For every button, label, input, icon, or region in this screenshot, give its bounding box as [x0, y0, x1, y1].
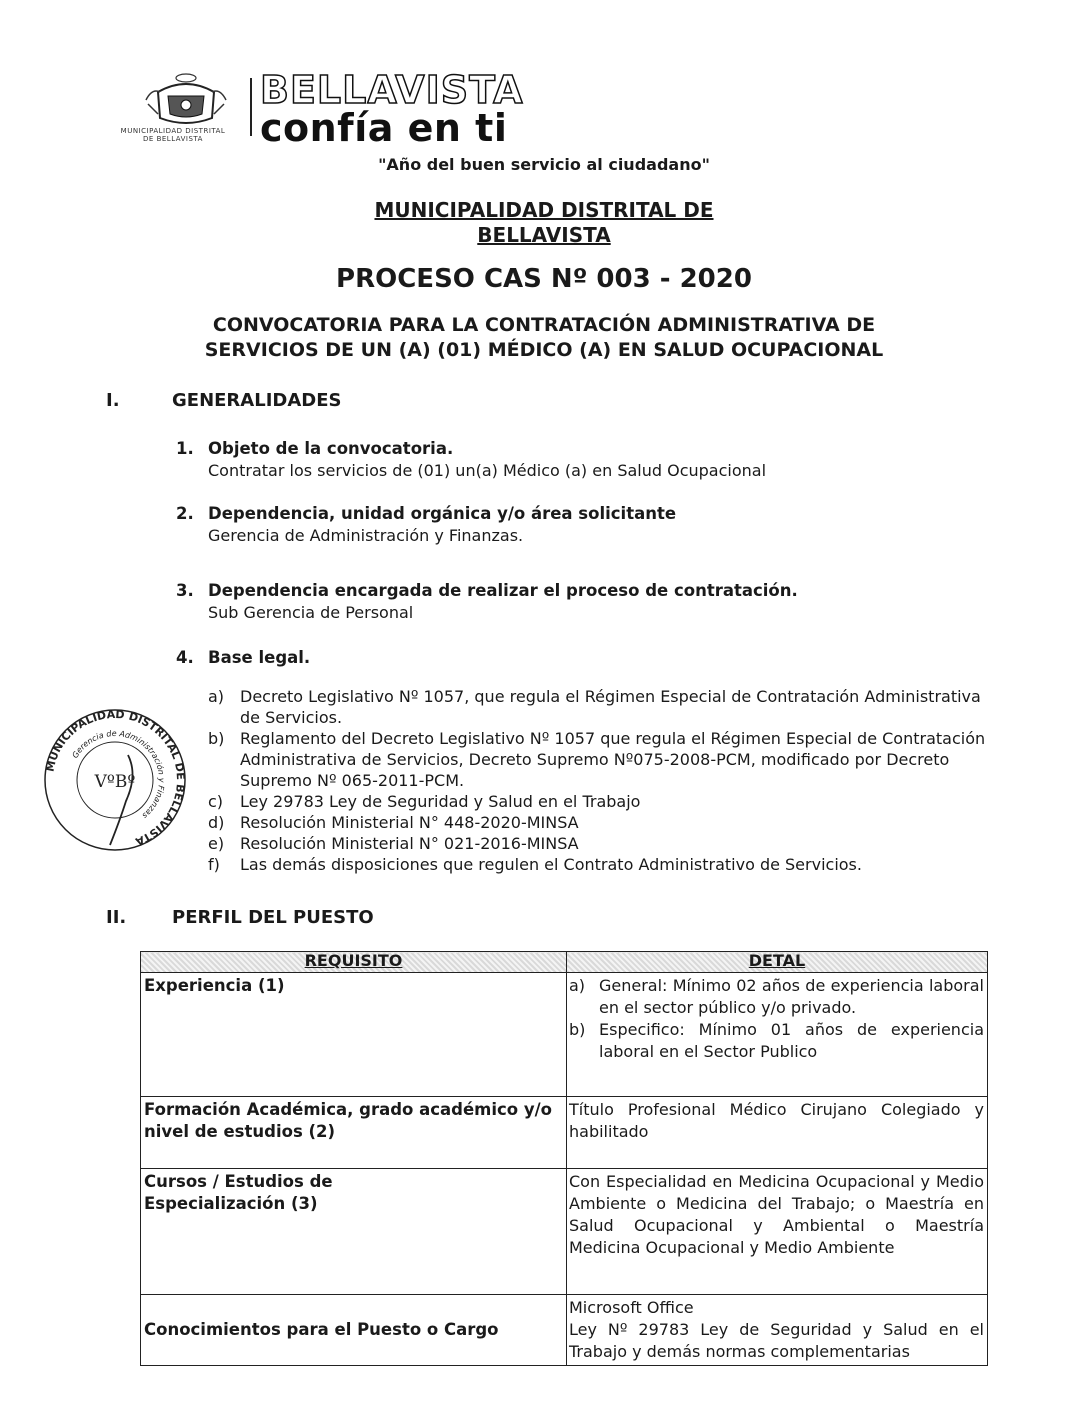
section-number: I. [106, 390, 120, 411]
requirement-cell: Conocimientos para el Puesto o Cargo [141, 1295, 567, 1366]
detail-cell: Título Profesional Médico Cirujano Colegiado y habilitado [567, 1097, 988, 1169]
detail-line: Ley Nº 29783 Ley de Seguridad y Salud en el Trabajo y demás normas complementarias [569, 1320, 984, 1361]
legal-letter: d) [208, 813, 225, 832]
crest-caption-line: MUNICIPALIDAD DISTRITAL [120, 127, 226, 135]
table-row [141, 1097, 988, 1169]
legal-item [208, 728, 988, 791]
column-header-label: DETAL [748, 951, 806, 970]
legal-item [208, 833, 988, 854]
detail-subitem [569, 975, 984, 1019]
table-row [141, 1169, 988, 1295]
stamp-seal-icon [40, 705, 190, 855]
table-row [141, 1295, 988, 1366]
item-text: Contratar los servicios de (01) un(a) Médico (a) en Salud Ocupacional [208, 461, 767, 480]
requirement-line: Cursos / Estudios de [144, 1172, 333, 1191]
detail-line: Microsoft Office [569, 1298, 694, 1317]
legal-letter: a) [208, 687, 225, 706]
detail-subitem [569, 1019, 984, 1063]
detail-letter: b) [569, 1020, 586, 1039]
legal-text: Las demás disposiciones que regulen el Contrato Administrativo de Servicios. [240, 855, 862, 874]
column-header [141, 952, 567, 973]
requirement-line: Especialización (3) [144, 1194, 318, 1213]
section-title: GENERALIDADES [172, 390, 342, 411]
table-row [141, 973, 988, 1097]
table-header-row [141, 952, 988, 973]
process-title: PROCESO CAS Nº 003 - 2020 [336, 264, 752, 294]
legal-letter: b) [208, 729, 225, 748]
legal-letter: f) [208, 855, 220, 874]
legal-item [208, 812, 988, 833]
legal-text: Resolución Ministerial N° 448-2020-MINSA [240, 813, 579, 832]
legal-basis-list [208, 686, 988, 875]
brand-logo [260, 68, 524, 150]
entity-name-line: BELLAVISTA [477, 223, 611, 247]
detail-letter: a) [569, 976, 586, 995]
legal-letter: c) [208, 792, 224, 811]
stamp-outer-text: MUNICIPALIDAD DISTRITAL DE BELLAVISTA [43, 707, 188, 849]
legal-item [208, 791, 988, 812]
signature-mark [110, 755, 133, 845]
section-title: PERFIL DEL PUESTO [172, 907, 374, 928]
requirement-cell: Experiencia (1) [141, 973, 567, 1097]
section-number: II. [106, 907, 127, 928]
item-text: Sub Gerencia de Personal [208, 603, 414, 622]
detail-text: Especifico: Mínimo 01 años de experiencia laboral en el Sector Publico [599, 1020, 984, 1061]
crest-caption-line: DE BELLAVISTA [143, 135, 203, 143]
item-number: 4. [176, 648, 194, 667]
item-number: 3. [176, 581, 194, 600]
detail-cell [567, 973, 988, 1097]
item-heading: Dependencia encargada de realizar el proceso de contratación. [208, 581, 798, 600]
legal-letter: e) [208, 834, 225, 853]
requirement-cell: Formación Académica, grado académico y/o nivel de estudios (2) [141, 1097, 567, 1169]
call-title-line: SERVICIOS DE UN (A) (01) MÉDICO (A) EN SALUD OCUPACIONAL [204, 339, 884, 361]
item-number: 1. [176, 439, 194, 458]
profile-table [140, 951, 988, 1366]
approval-stamp [40, 705, 190, 855]
requirement-cell [141, 1169, 567, 1295]
brand-name: BELLAVISTA [260, 68, 524, 112]
list-item [176, 647, 976, 669]
detail-text: General: Mínimo 02 años de experiencia laboral en el sector público y/o privado. [599, 976, 984, 1017]
item-heading: Dependencia, unidad orgánica y/o área solicitante [208, 504, 677, 523]
legal-text: Decreto Legislativo Nº 1057, que regula el Régimen Especial de Contratación Administrativa de Servicios. [240, 687, 981, 727]
call-title [0, 313, 1088, 363]
item-heading: Objeto de la convocatoria. [208, 439, 454, 458]
logo-separator [250, 78, 252, 136]
legal-text: Reglamento del Decreto Legislativo Nº 1057 que regula el Régimen Especial de Contratación Administrativa de Servicios, Decreto Supremo Nº075-2008-PCM, modificado por Decreto Supremo Nº 065-2011-PCM. [240, 729, 986, 790]
year-motto: "Año del buen servicio al ciudadano" [378, 155, 710, 174]
legal-text: Resolución Ministerial N° 021-2016-MINSA [240, 834, 579, 853]
stamp-inner-text: Gerencia de Administración y Finanzas [70, 728, 167, 821]
legal-text: Ley 29783 Ley de Seguridad y Salud en el Trabajo [240, 792, 641, 811]
item-heading: Base legal. [208, 648, 311, 667]
item-text: Gerencia de Administración y Finanzas. [208, 526, 524, 545]
item-number: 2. [176, 504, 194, 523]
detail-cell [567, 1295, 988, 1366]
entity-name [0, 198, 1088, 248]
legal-item [208, 854, 988, 875]
brand-slogan: confía en ti [260, 106, 508, 150]
stamp-center-text: VºBº [94, 772, 136, 792]
call-title-line: CONVOCATORIA PARA LA CONTRATACIÓN ADMINISTRATIVA DE [212, 314, 876, 336]
legal-item [208, 686, 988, 728]
crest-caption [108, 127, 238, 143]
column-header [567, 952, 988, 973]
list-item [176, 580, 976, 624]
crest-icon [128, 70, 240, 130]
detail-cell: Con Especialidad en Medicina Ocupacional y Medio Ambiente o Medicina del Trabajo; o Maestría en Salud Ocupacional y Ambiental o Maestría Medicina Ocupacional y Medio Ambiente [567, 1169, 988, 1295]
entity-name-line: MUNICIPALIDAD DISTRITAL DE [374, 198, 714, 222]
list-item [176, 438, 976, 482]
list-item [176, 503, 976, 547]
column-header-label: REQUISITO [304, 951, 403, 970]
